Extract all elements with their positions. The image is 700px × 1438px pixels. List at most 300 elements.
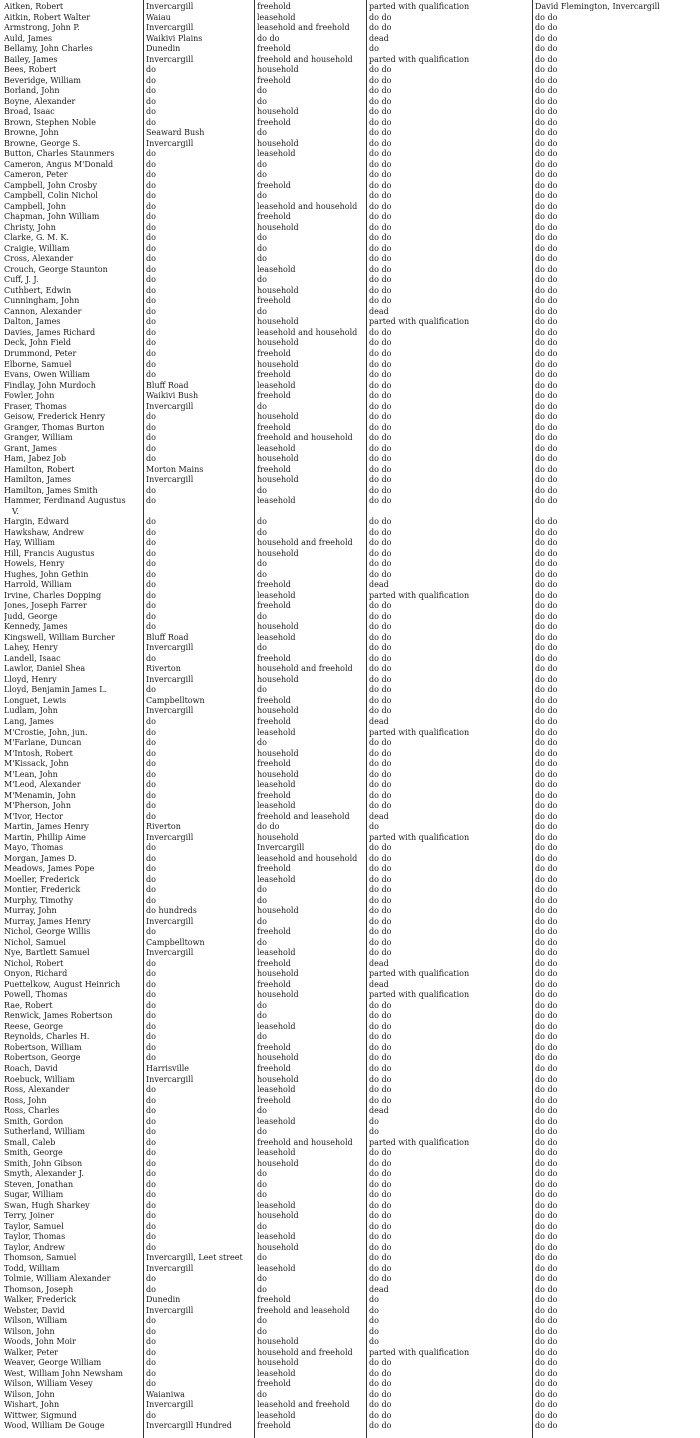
entry-qualification: do — [257, 233, 267, 243]
entry-qualification: household — [257, 222, 299, 232]
entry-objection: do do — [369, 569, 392, 579]
entry-objection: do do — [369, 1074, 392, 1084]
entry-name: Renwick, James Robertson — [4, 1011, 113, 1021]
entry-qualification: freehold — [257, 348, 291, 358]
entry-objection: dead — [369, 33, 389, 43]
entry-qualification: leasehold — [257, 1021, 296, 1031]
entry-objection: do do — [369, 653, 392, 663]
entry-objection: do do — [369, 706, 392, 716]
entry-qualification: freehold — [257, 1295, 291, 1305]
entry-residence: Waianiwa — [146, 1389, 185, 1399]
entry-qualification: freehold — [257, 864, 291, 874]
entry-name: Puettelkow, August Heinrich — [4, 979, 121, 989]
entry-qualification: household — [257, 475, 299, 485]
entry-objector: do do — [535, 769, 558, 779]
roll-row — [0, 1243, 700, 1252]
entry-objector: do do — [535, 727, 558, 737]
entry-name: Smith, John Gibson — [4, 1158, 83, 1168]
entry-name: Hammer, Ferdinand Augustus — [4, 496, 126, 506]
entry-objection: do do — [369, 916, 392, 926]
entry-objector: do do — [535, 296, 558, 306]
entry-name: Chapman, John William — [4, 212, 100, 222]
entry-residence: do — [146, 1106, 156, 1116]
entry-objection: parted with qualification — [369, 969, 470, 979]
entry-objection: do do — [369, 1263, 392, 1273]
entry-residence: do — [146, 496, 156, 506]
entry-objection: do do — [369, 790, 392, 800]
entry-residence: do — [146, 338, 156, 348]
roll-row — [0, 885, 700, 894]
roll-row — [0, 875, 700, 884]
entry-objection: do — [369, 822, 379, 832]
entry-objector: do do — [535, 485, 558, 495]
entry-objector: do do — [535, 1316, 558, 1326]
entry-name: Nichol, Robert — [4, 958, 64, 968]
entry-objector: do do — [535, 948, 558, 958]
entry-objection: do — [369, 1127, 379, 1137]
entry-objection: do do — [369, 664, 392, 674]
entry-qualification: leasehold — [257, 496, 296, 506]
entry-objection: do do — [369, 843, 392, 853]
entry-name: Borland, John — [4, 86, 60, 96]
entry-objection: parted with qualification — [369, 317, 470, 327]
entry-objector: do do — [535, 1221, 558, 1231]
entry-objector: do do — [535, 1137, 558, 1147]
entry-residence: Invercargill — [146, 23, 194, 33]
entry-residence: do — [146, 1095, 156, 1105]
entry-name: Rae, Robert — [4, 1000, 53, 1010]
entry-name: Findlay, John Murdoch — [4, 380, 96, 390]
entry-residence: do — [146, 958, 156, 968]
entry-qualification: household — [257, 969, 299, 979]
roll-row — [0, 969, 700, 978]
entry-residence: do — [146, 433, 156, 443]
entry-name: Thomson, Samuel — [4, 1253, 77, 1263]
entry-objection: do do — [369, 1190, 392, 1200]
roll-row — [0, 896, 700, 905]
entry-qualification: do — [257, 611, 267, 621]
entry-qualification: do — [257, 86, 267, 96]
entry-name: M'Farlane, Duncan — [4, 738, 82, 748]
entry-objector: do do — [535, 254, 558, 264]
entry-objection: do do — [369, 96, 392, 106]
roll-row — [0, 149, 700, 158]
entry-name: Lloyd, Benjamin James L. — [4, 685, 108, 695]
entry-objection: do do — [369, 1368, 392, 1378]
entry-name: Browne, John — [4, 128, 59, 138]
entry-objection: do do — [369, 622, 392, 632]
roll-row — [0, 1264, 700, 1273]
entry-objection: do — [369, 1337, 379, 1347]
entry-name: Small, Caleb — [4, 1137, 56, 1147]
entry-qualification: freehold — [257, 601, 291, 611]
entry-objector: do do — [535, 1053, 558, 1063]
entry-qualification: do — [257, 1221, 267, 1231]
entry-residence: do — [146, 1274, 156, 1284]
entry-qualification: freehold — [257, 391, 291, 401]
entry-objector: do do — [535, 664, 558, 674]
entry-qualification: leasehold — [257, 590, 296, 600]
entry-qualification: leasehold — [257, 1410, 296, 1420]
entry-residence: do — [146, 969, 156, 979]
entry-residence: do — [146, 1211, 156, 1221]
roll-row — [0, 1306, 700, 1315]
entry-objection: do do — [369, 1011, 392, 1021]
entry-qualification: freehold — [257, 695, 291, 705]
entry-objection: do do — [369, 138, 392, 148]
roll-row — [0, 86, 700, 95]
roll-row — [0, 181, 700, 190]
entry-qualification: do — [257, 916, 267, 926]
entry-qualification: leasehold and household — [257, 201, 358, 211]
entry-name: Ludlam, John — [4, 706, 58, 716]
entry-objection: do do — [369, 454, 392, 464]
entry-objector: do do — [535, 243, 558, 253]
entry-qualification: freehold — [257, 1379, 291, 1389]
entry-objector: do do — [535, 317, 558, 327]
entry-objection: do do — [369, 895, 392, 905]
entry-qualification: do — [257, 643, 267, 653]
roll-row — [0, 212, 700, 221]
entry-qualification: household — [257, 1211, 299, 1221]
entry-residence: do — [146, 1337, 156, 1347]
roll-row — [0, 139, 700, 148]
entry-objection: do do — [369, 1253, 392, 1263]
entry-objector: do do — [535, 622, 558, 632]
entry-residence: do — [146, 1032, 156, 1042]
entry-residence: do — [146, 348, 156, 358]
roll-row — [0, 1022, 700, 1031]
entry-objector: do do — [535, 1032, 558, 1042]
entry-qualification: do — [257, 1274, 267, 1284]
entry-objector: do do — [535, 1074, 558, 1084]
entry-qualification: do — [257, 485, 267, 495]
entry-name: M'Pherson, John — [4, 801, 71, 811]
entry-qualification: leasehold — [257, 1200, 296, 1210]
entry-name: Steven, Jonathan — [4, 1179, 74, 1189]
entry-residence: do — [146, 443, 156, 453]
entry-objector: do do — [535, 170, 558, 180]
entry-name: Granger, William — [4, 433, 73, 443]
entry-qualification: do — [257, 685, 267, 695]
entry-objector: do do — [535, 990, 558, 1000]
entry-objector: do do — [535, 44, 558, 54]
entry-residence: do — [146, 1169, 156, 1179]
entry-qualification: freehold — [257, 653, 291, 663]
entry-objector: do do — [535, 717, 558, 726]
entry-objection: do do — [369, 296, 392, 306]
entry-objector: do do — [535, 1400, 558, 1410]
entry-objector: do do — [535, 370, 558, 379]
roll-row — [0, 275, 700, 284]
entry-objector: do do — [535, 1368, 558, 1378]
entry-objection: do do — [369, 1200, 392, 1210]
entry-name: Lawlor, Daniel Shea — [4, 664, 86, 674]
roll-row — [0, 55, 700, 64]
entry-objector: do do — [535, 811, 558, 821]
entry-objection: do do — [369, 538, 392, 548]
entry-residence: do — [146, 811, 156, 821]
entry-name: Meadows, James Pope — [4, 864, 95, 874]
entry-name: Irvine, Charles Dopping — [4, 590, 102, 600]
roll-row — [0, 2, 700, 11]
entry-objection: do do — [369, 906, 392, 916]
entry-objection: do do — [369, 548, 392, 558]
entry-qualification: leasehold — [257, 780, 296, 790]
roll-row — [0, 654, 700, 663]
roll-row — [0, 97, 700, 106]
entry-objector: do do — [535, 1295, 558, 1305]
roll-row — [0, 801, 700, 810]
entry-name: Hay, William — [4, 538, 55, 548]
entry-qualification: do — [257, 243, 267, 253]
entry-qualification: freehold — [257, 1063, 291, 1073]
entry-objector: do do — [535, 327, 558, 337]
roll-row — [0, 601, 700, 610]
entry-objector: do do — [535, 433, 558, 443]
entry-residence: Harrisville — [146, 1063, 189, 1073]
roll-row — [0, 1001, 700, 1010]
roll-row — [0, 1138, 700, 1147]
entry-qualification: do — [257, 170, 267, 180]
entry-residence: do — [146, 285, 156, 295]
entry-name: Lang, James — [4, 717, 54, 726]
entry-residence: do — [146, 359, 156, 369]
entry-name: Fowler, John — [4, 391, 55, 401]
entry-objection: parted with qualification — [369, 990, 470, 1000]
entry-objection: do do — [369, 1021, 392, 1031]
entry-residence: Invercargill Hundred — [146, 1421, 232, 1431]
entry-residence: do — [146, 979, 156, 989]
entry-objector: do do — [535, 643, 558, 653]
entry-objector: do do — [535, 1379, 558, 1389]
entry-objector: do do — [535, 1358, 558, 1368]
entry-name: Broad, Isaac — [4, 107, 55, 117]
roll-row — [0, 1096, 700, 1105]
entry-objection: dead — [369, 580, 389, 590]
entry-objector: do do — [535, 695, 558, 705]
roll-row — [0, 538, 700, 547]
entry-residence: do hundreds — [146, 906, 197, 916]
entry-residence: do — [146, 96, 156, 106]
entry-objection: dead — [369, 979, 389, 989]
roll-row — [0, 612, 700, 621]
entry-objection: do do — [369, 264, 392, 274]
entry-objector: do do — [535, 611, 558, 621]
entry-residence: Invercargill — [146, 1400, 194, 1410]
entry-objector: do do — [535, 412, 558, 422]
entry-name: Wood, William De Gouge — [4, 1421, 105, 1431]
entry-objection: do — [369, 1116, 379, 1126]
entry-qualification: household — [257, 359, 299, 369]
entry-name: Nichol, Samuel — [4, 937, 66, 947]
entry-objection: do do — [369, 611, 392, 621]
entry-qualification: freehold — [257, 979, 291, 989]
roll-row — [0, 23, 700, 32]
roll-row — [0, 496, 700, 505]
entry-objection: do do — [369, 1242, 392, 1252]
entry-objection: do do — [369, 1410, 392, 1420]
entry-residence: do — [146, 1347, 156, 1357]
entry-residence: Campbelltown — [146, 937, 205, 947]
roll-row — [0, 1201, 700, 1210]
entry-objection: do do — [369, 853, 392, 863]
roll-row — [0, 822, 700, 831]
entry-name: Elborne, Samuel — [4, 359, 72, 369]
entry-objection: do do — [369, 780, 392, 790]
entry-residence: do — [146, 517, 156, 527]
entry-name: Sugar, William — [4, 1190, 64, 1200]
entry-objector: do do — [535, 864, 558, 874]
entry-objection: do do — [369, 1148, 392, 1158]
roll-row — [0, 296, 700, 305]
entry-residence: do — [146, 864, 156, 874]
entry-name: Hamilton, James — [4, 475, 72, 485]
entry-residence: do — [146, 1200, 156, 1210]
entry-objection: do do — [369, 864, 392, 874]
entry-qualification: do — [257, 96, 267, 106]
entry-objection: do — [369, 1316, 379, 1326]
entry-objection: do do — [369, 370, 392, 379]
entry-objector: do do — [535, 780, 558, 790]
entry-objection: do — [369, 1305, 379, 1315]
entry-name: Nichol, George Willis — [4, 927, 91, 937]
entry-objector: do do — [535, 885, 558, 895]
entry-objector: do do — [535, 1389, 558, 1399]
roll-row — [0, 864, 700, 873]
entry-qualification: leasehold — [257, 801, 296, 811]
entry-objector: do do — [535, 149, 558, 159]
entry-objection: do do — [369, 1158, 392, 1168]
roll-row — [0, 780, 700, 789]
entry-objection: do do — [369, 1232, 392, 1242]
entry-residence: do — [146, 1190, 156, 1200]
roll-row — [0, 1295, 700, 1304]
entry-qualification: do — [257, 559, 267, 569]
roll-row — [0, 980, 700, 989]
entry-name: Brown, Stephen Noble — [4, 117, 96, 127]
entry-residence: do — [146, 180, 156, 190]
entry-objection: dead — [369, 958, 389, 968]
entry-residence: Bluff Road — [146, 380, 189, 390]
entry-objector: do do — [535, 1253, 558, 1263]
entry-objector: do do — [535, 496, 558, 506]
entry-objection: dead — [369, 1106, 389, 1116]
roll-row — [0, 1274, 700, 1283]
entry-objector: do do — [535, 527, 558, 537]
entry-residence: Dunedin — [146, 44, 181, 54]
entry-residence: do — [146, 1358, 156, 1368]
roll-row — [0, 633, 700, 642]
entry-residence: Riverton — [146, 664, 181, 674]
entry-qualification: freehold and leasehold — [257, 811, 350, 821]
entry-name: Fraser, Thomas — [4, 401, 67, 411]
entry-qualification: household — [257, 906, 299, 916]
roll-row — [0, 423, 700, 432]
entry-qualification: do — [257, 527, 267, 537]
entry-qualification: freehold — [257, 759, 291, 769]
roll-row — [0, 1180, 700, 1189]
entry-objector: do do — [535, 475, 558, 485]
roll-row — [0, 328, 700, 337]
entry-residence: do — [146, 1021, 156, 1031]
entry-qualification: household — [257, 1158, 299, 1168]
entry-qualification: household — [257, 769, 299, 779]
entry-residence: do — [146, 149, 156, 159]
entry-residence: do — [146, 1316, 156, 1326]
entry-qualification: do — [257, 937, 267, 947]
entry-residence: do — [146, 1011, 156, 1021]
entry-objection: do do — [369, 674, 392, 684]
entry-qualification: leasehold — [257, 1116, 296, 1126]
entry-residence: do — [146, 780, 156, 790]
entry-residence: do — [146, 717, 156, 726]
entry-qualification: freehold — [257, 212, 291, 222]
entry-objector: do do — [535, 548, 558, 558]
roll-row — [0, 433, 700, 442]
entry-objector: do do — [535, 222, 558, 232]
entry-objection: do do — [369, 1379, 392, 1389]
roll-row — [0, 475, 700, 484]
entry-name: Cannon, Alexander — [4, 306, 82, 316]
entry-qualification: do — [257, 738, 267, 748]
entry-objector: do do — [535, 1232, 558, 1242]
roll-row — [0, 591, 700, 600]
entry-name: Wilson, William — [4, 1316, 68, 1326]
entry-residence: do — [146, 254, 156, 264]
entry-qualification: do do — [257, 33, 280, 43]
entry-objector: do do — [535, 201, 558, 211]
entry-qualification: leasehold — [257, 1085, 296, 1094]
entry-qualification: leasehold — [257, 380, 296, 390]
entry-name: Granger, Thomas Burton — [4, 422, 105, 432]
entry-objection: do do — [369, 201, 392, 211]
entry-qualification: leasehold — [257, 874, 296, 884]
entry-residence: do — [146, 1053, 156, 1063]
entry-objector: do do — [535, 138, 558, 148]
entry-qualification: household — [257, 107, 299, 117]
entry-qualification: leasehold and household — [257, 327, 358, 337]
entry-residence: do — [146, 191, 156, 201]
entry-name: Wittwer, Sigmund — [4, 1410, 77, 1420]
entry-qualification: do — [257, 191, 267, 201]
entry-name: Auld, James — [4, 33, 53, 43]
entry-objection: do do — [369, 65, 392, 75]
roll-row — [0, 1379, 700, 1388]
entry-objector: do do — [535, 128, 558, 138]
roll-row — [0, 791, 700, 800]
roll-row — [0, 244, 700, 253]
roll-row — [0, 528, 700, 537]
roll-row — [0, 1064, 700, 1073]
entry-name: Onyon, Richard — [4, 969, 68, 979]
entry-objection: do do — [369, 927, 392, 937]
entry-qualification: do — [257, 1326, 267, 1336]
entry-objection: do do — [369, 222, 392, 232]
entry-name: Taylor, Andrew — [4, 1242, 65, 1252]
entry-qualification: freehold — [257, 464, 291, 474]
entry-objector: do do — [535, 601, 558, 611]
roll-row — [0, 1369, 700, 1378]
entry-name: M'Intosh, Robert — [4, 748, 73, 758]
entry-residence: Seaward Bush — [146, 128, 205, 138]
roll-row — [0, 833, 700, 842]
entry-residence: do — [146, 990, 156, 1000]
entry-objector: do do — [535, 454, 558, 464]
entry-name: Cross, Alexander — [4, 254, 74, 264]
entry-name: Thomson, Joseph — [4, 1284, 74, 1294]
entry-objection: do do — [369, 1358, 392, 1368]
